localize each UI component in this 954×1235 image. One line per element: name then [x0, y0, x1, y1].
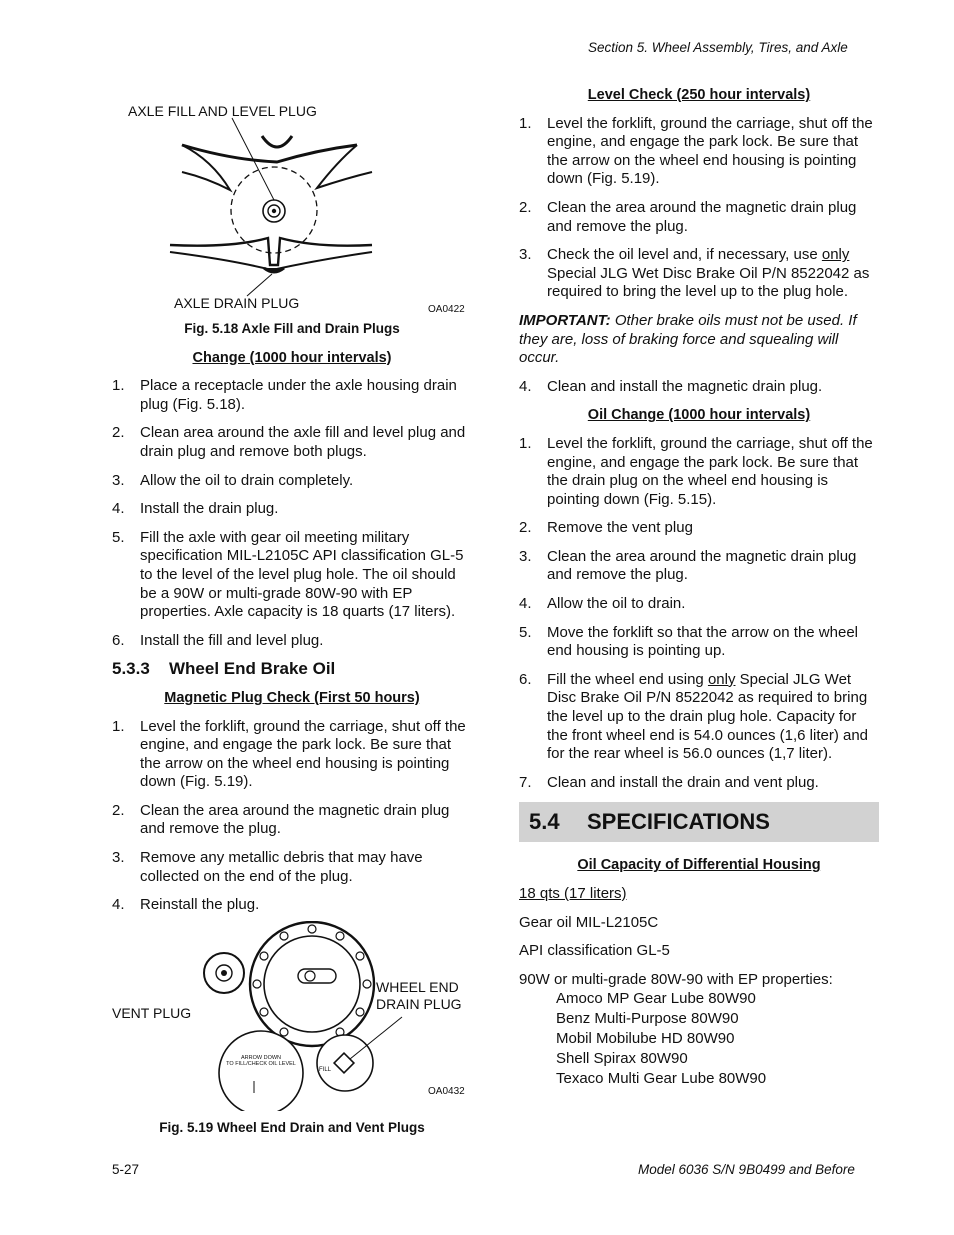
fill-note: FILL: [319, 1066, 332, 1073]
page-number: 5-27: [112, 1162, 140, 1177]
list-item: 6. Fill the wheel end using only Special JLG Wet Disc Brake Oil P/N 8522042 as required to bring the level up to the drain plug hole. Capacity for the front wheel end is 54.0 ounces (1,6 liter) and for the rear wheel is 56.0 ounces (1,7 liter).: [519, 670, 869, 763]
axle-drain-label: AXLE DRAIN PLUG: [174, 295, 300, 311]
drain-plug-label: WHEEL END DRAIN PLUG: [376, 978, 462, 1012]
list-item: Mobil Mobilube HD 80W90: [556, 1030, 735, 1048]
change-heading: Change (1000 hour intervals): [192, 349, 392, 366]
list-item: 3. Check the oil level and, if necessary, use only Special JLG Wet Disc Brake Oil P/N 8522042 as required to bring the level up to the plug hole.: [519, 246, 870, 301]
list-item: 1. Place a receptacle under the axle housing drain plug (Fig. 5.18).: [112, 377, 457, 413]
level-steps-cont: [519, 378, 879, 397]
list-item: 3. Remove any metallic debris that may have collected on the end of the plug.: [112, 849, 423, 885]
capacity-value: 18 qts (17 liters): [519, 885, 627, 902]
oil-product-list: [519, 989, 879, 1089]
specs-heading: Oil Capacity of Differential Housing: [577, 857, 821, 874]
list-item: 2. Clean area around the axle fill and level plug and drain plug and remove both plugs.: [112, 424, 466, 460]
list-item: 3. Clean the area around the magnetic drain plug and remove the plug.: [519, 547, 857, 584]
axle-plug-drawing: [112, 100, 472, 314]
vent-plug-label: VENT PLUG: [112, 1004, 192, 1021]
list-item: 2. Remove the vent plug: [519, 519, 693, 537]
oil-change-steps: [519, 435, 879, 793]
level-steps: [519, 115, 879, 302]
grade-spec: 90W or multi-grade 80W-90 with EP properties:: [519, 970, 833, 988]
right-column: [519, 86, 879, 1089]
list-item: Benz Multi-Purpose 80W90: [556, 1010, 739, 1028]
list-item: 7. Clean and install the drain and vent plug.: [519, 773, 819, 791]
change-steps: [112, 377, 472, 650]
figure-code: OA0432: [428, 1085, 465, 1097]
figure-code: OA0422: [428, 304, 465, 315]
list-item: 4. Install the drain plug.: [112, 500, 279, 518]
magnetic-steps: [112, 718, 472, 915]
list-item: 4. Reinstall the plug.: [112, 896, 260, 914]
model-footer: Model 6036 S/N 9B0499 and Before: [638, 1162, 855, 1177]
list-item: 4. Clean and install the magnetic drain plug.: [519, 377, 823, 395]
list-item: 2. Clean the area around the magnetic drain plug and remove the plug.: [519, 198, 857, 235]
list-item: 2. Clean the area around the magnetic drain plug and remove the plug.: [112, 801, 450, 838]
magnetic-heading: Magnetic Plug Check (First 50 hours): [164, 689, 420, 706]
important-note: IMPORTANT: Other brake oils must not be used. If they are, loss of braking force and squealing will occur.: [519, 311, 857, 367]
list-item: 1. Level the forklift, ground the carriage, shut off the engine, and engage the park lock. Be sure that the drain plug on the wheel end housing is pointing down (Fig. 5.15).: [519, 434, 873, 508]
section-heading-5-3-3: 5.3.3 Wheel End Brake Oil: [112, 659, 336, 679]
list-item: Amoco MP Gear Lube 80W90: [556, 990, 756, 1008]
list-item: 1. Level the forklift, ground the carriage, shut off the engine, and engage the park lock. Be sure that the arrow on the wheel end housing is pointing down (Fig. 5.19).: [519, 114, 873, 188]
running-header: Section 5. Wheel Assembly, Tires, and Axle: [588, 40, 848, 55]
arrow-down-note: ARROW DOWN TO FILL/CHECK OIL LEVEL: [226, 1054, 296, 1067]
list-item: 5. Fill the axle with gear oil meeting military specification MIL-L2105C API classification GL-5 to the level of the level plug hole. The oil should be a 90W or multi-grade 80W-90 with EP properties. Axle capacity is 18 quarts (17 liters).: [112, 528, 464, 621]
gear-oil-spec: Gear oil MIL-L2105C: [519, 913, 659, 931]
left-column: [112, 100, 472, 1147]
figure-5-19: [112, 921, 472, 1111]
level-heading: Level Check (250 hour intervals): [587, 87, 811, 103]
list-item: 3. Allow the oil to drain completely.: [112, 471, 354, 489]
api-spec: API classification GL-5: [519, 942, 670, 960]
list-item: 1. Level the forklift, ground the carriage, shut off the engine, and engage the park lock. Be sure that the arrow on the wheel end housing is pointing down (Fig. 5.19).: [112, 717, 466, 791]
list-item: Shell Spirax 80W90: [556, 1050, 688, 1068]
list-item: 6. Install the fill and level plug.: [112, 631, 324, 649]
figure-caption: Fig. 5.18 Axle Fill and Drain Plugs: [184, 321, 400, 336]
list-item: Texaco Multi Gear Lube 80W90: [556, 1070, 767, 1088]
oil-change-heading: Oil Change (1000 hour intervals): [587, 407, 811, 424]
figure-caption: Fig. 5.19 Wheel End Drain and Vent Plugs: [159, 1119, 425, 1135]
section-heading-5-4: 5.4 SPECIFICATIONS: [519, 802, 879, 842]
axle-fill-label: AXLE FILL AND LEVEL PLUG: [128, 103, 317, 119]
figure-5-18: [112, 100, 472, 314]
list-item: 4. Allow the oil to drain.: [519, 595, 686, 613]
list-item: 5. Move the forklift so that the arrow on the wheel end housing is pointing up.: [519, 623, 858, 660]
